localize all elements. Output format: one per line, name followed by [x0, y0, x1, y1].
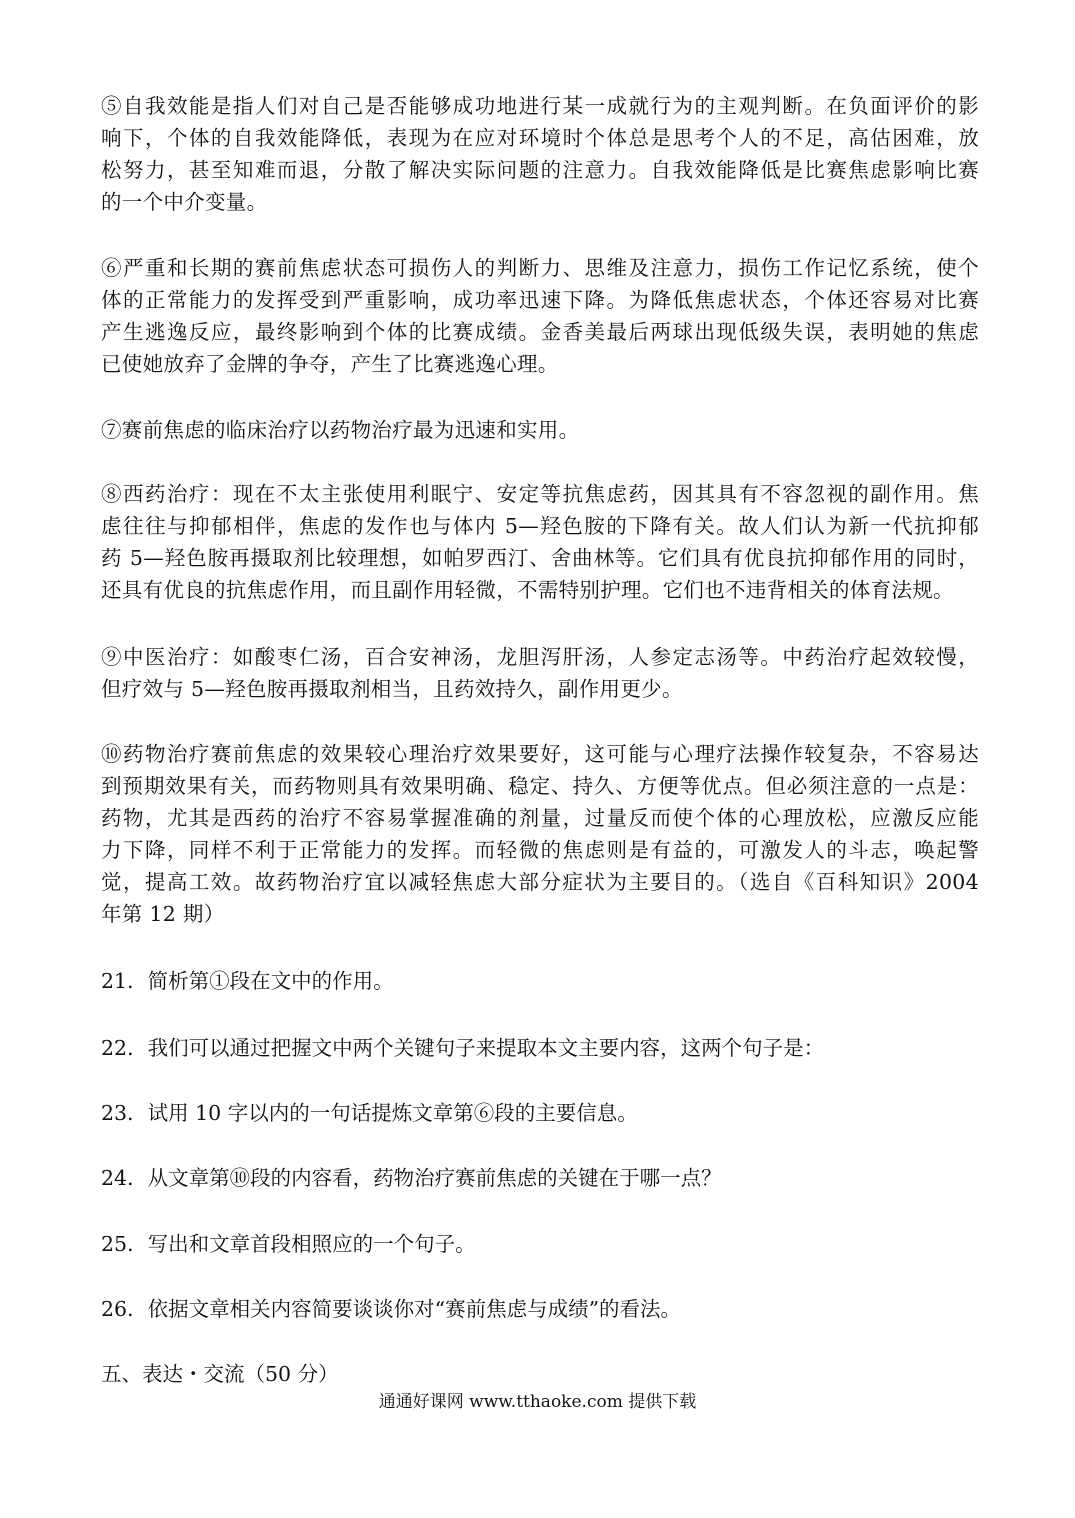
paragraph-line: 响下，个体的自我效能降低，表现为在应对环境时个体总是思考个人的不足，高估困难，放: [101, 126, 979, 150]
page-footer: 通通好课网 www.tthaoke.com 提供下载: [378, 1392, 697, 1412]
paragraph-line: ⑥严重和长期的赛前焦虑状态可损伤人的判断力、思维及注意力，损伤工作记忆系统，使个: [101, 256, 979, 280]
question-22: 22．我们可以通过把握文中两个关键句子来提取本文主要内容，这两个句子是：: [101, 1036, 825, 1060]
paragraph-6: [101, 252, 979, 380]
paragraph-line: ⑧西药治疗：现在不太主张使用利眠宁、安定等抗焦虑药，因其具有不容忽视的副作用。焦: [101, 482, 979, 506]
paragraph-line: ⑦赛前焦虑的临床治疗以药物治疗最为迅速和实用。: [101, 418, 580, 442]
paragraph-line: 松努力，甚至知难而退，分散了解决实际问题的注意力。自我效能降低是比赛焦虑影响比赛: [101, 158, 979, 182]
paragraph-line: ⑤自我效能是指人们对自己是否能够成功地进行某一成就行为的主观判断。在负面评价的影: [101, 94, 979, 118]
question-24: 24．从文章第⑩段的内容看，药物治疗赛前焦虑的关键在于哪一点？: [101, 1166, 722, 1190]
paragraph-line: 力下降，同样不利于正常能力的发挥。而轻微的焦虑则是有益的，可激发人的斗志，唤起警: [101, 838, 979, 862]
paragraph-line: 年第 12 期）: [101, 902, 225, 926]
paragraph-line: 的一个中介变量。: [101, 190, 268, 214]
paragraph-line: ⑩药物治疗赛前焦虑的效果较心理治疗效果要好，这可能与心理疗法操作较复杂，不容易达: [101, 742, 979, 766]
question-23: 23．试用 10 字以内的一句话提炼文章第⑥段的主要信息。: [101, 1101, 638, 1125]
paragraph-line: 药物，尤其是西药的治疗不容易掌握准确的剂量，过量反而使个体的心理放松，应激反应能: [101, 806, 979, 830]
paragraph-5: [101, 90, 979, 218]
paragraph-line: 产生逃逸反应，最终影响到个体的比赛成绩。金香美最后两球出现低级失误，表明她的焦虑: [101, 320, 979, 344]
paragraph-8: [101, 478, 979, 606]
paragraph-line: 还具有优良的抗焦虑作用，而且副作用轻微，不需特别护理。它们也不违背相关的体育法规。: [101, 578, 954, 602]
paragraph-line: ⑨中医治疗：如酸枣仁汤，百合安神汤，龙胆泻肝汤，人参定志汤等。中药治疗起效较慢，: [101, 645, 979, 669]
question-21: 21．简析第①段在文中的作用。: [101, 969, 394, 993]
paragraph-10: [101, 738, 979, 930]
paragraph-line: 药 5—羟色胺再摄取剂比较理想，如帕罗西汀、舍曲林等。它们具有优良抗抑郁作用的同时，: [101, 546, 979, 570]
question-26: 26．依据文章相关内容简要谈谈你对“赛前焦虑与成绩”的看法。: [101, 1297, 682, 1321]
paragraph-line: 虑往往与抑郁相伴，焦虑的发作也与体内 5—羟色胺的下降有关。故人们认为新一代抗抑郁: [101, 514, 979, 538]
paragraph-line: 但疗效与 5—羟色胺再摄取剂相当，且药效持久，副作用更少。: [101, 677, 683, 701]
section-heading: 五、表达・交流（50 分）: [101, 1362, 339, 1386]
question-25: 25．写出和文章首段相照应的一个句子。: [101, 1232, 476, 1256]
paragraph-9: [101, 641, 979, 705]
paragraph-line: 到预期效果有关，而药物则具有效果明确、稳定、持久、方便等优点。但必须注意的一点是：: [101, 774, 979, 798]
paragraph-line: 体的正常能力的发挥受到严重影响，成功率迅速下降。为降低焦虑状态，个体还容易对比赛: [101, 288, 979, 312]
paragraph-line: 已使她放弃了金牌的争夺，产生了比赛逃逸心理。: [101, 352, 559, 376]
paragraph-7: [101, 414, 979, 446]
paragraph-line: 觉，提高工效。故药物治疗宜以减轻焦虑大部分症状为主要目的。（选自《百科知识》2004: [101, 870, 979, 894]
